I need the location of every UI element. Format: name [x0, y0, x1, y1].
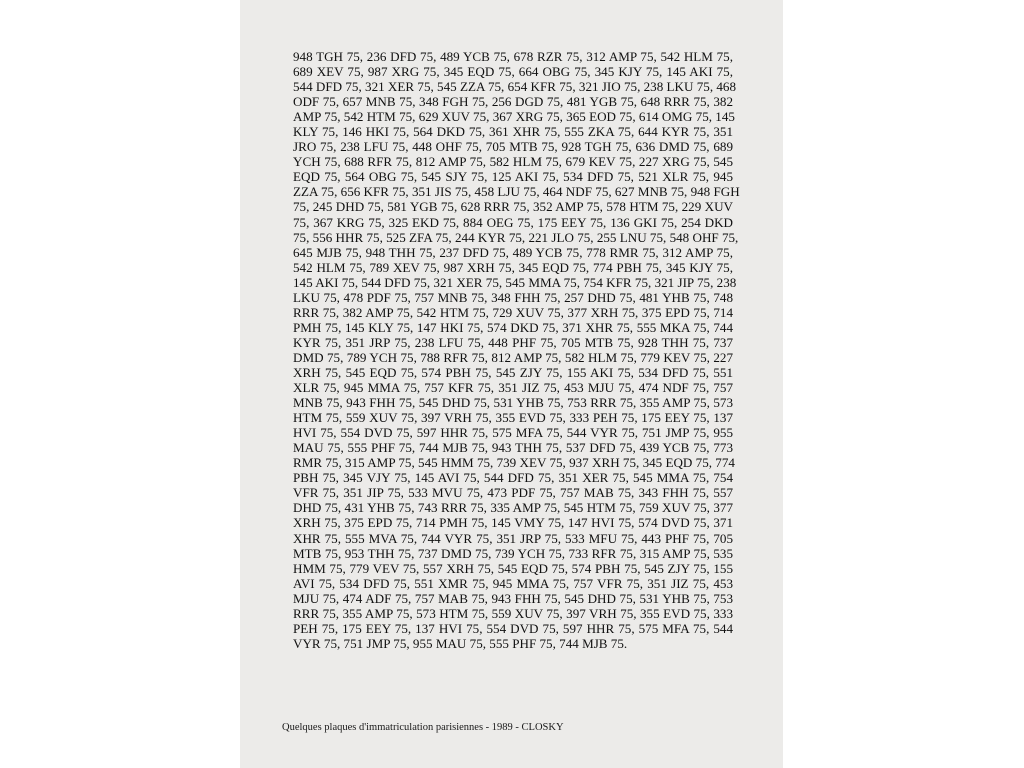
text-line: HMM 75, 779 VEV 75, 557 XRH 75, 545 EQD 75, 574 PBH 75, 545 ZJY 75, 155 [293, 560, 733, 576]
text-line: AMP 75, 542 HTM 75, 629 XUV 75, 367 XRG 75, 365 EOD 75, 614 OMG 75, 145 [293, 109, 735, 125]
text-line: DHD 75, 431 YHB 75, 743 RRR 75, 335 AMP 75, 545 HTM 75, 759 XUV 75, 377 [293, 500, 733, 516]
text-line: ODF 75, 657 MNB 75, 348 FGH 75, 256 DGD 75, 481 YGB 75, 648 RRR 75, 382 [293, 94, 733, 110]
caption: Quelques plaques d'immatriculation parisiennes - 1989 - CLOSKY [282, 722, 564, 733]
text-line: 689 XEV 75, 987 XRG 75, 345 EQD 75, 664 OBG 75, 345 KJY 75, 145 AKI 75, [293, 64, 733, 80]
text-line: 75, 367 KRG 75, 325 EKD 75, 884 OEG 75, 175 EEY 75, 136 GKI 75, 254 DKD [293, 214, 733, 230]
text-line: XRH 75, 375 EPD 75, 714 PMH 75, 145 VMY 75, 147 HVI 75, 574 DVD 75, 371 [293, 515, 733, 531]
text-line: 948 TGH 75, 236 DFD 75, 489 YCB 75, 678 RZR 75, 312 AMP 75, 542 HLM 75, [293, 49, 733, 64]
text-line: MJU 75, 474 ADF 75, 757 MAB 75, 943 FHH 75, 545 DHD 75, 531 YHB 75, 753 [293, 590, 733, 606]
text-line: ZZA 75, 656 KFR 75, 351 JIS 75, 458 LJU 75, 464 NDF 75, 627 MNB 75, 948 FGH [293, 184, 740, 200]
text-line: EQD 75, 564 OBG 75, 545 SJY 75, 125 AKI 75, 534 DFD 75, 521 XLR 75, 945 [293, 169, 733, 185]
text-line: 145 AKI 75, 544 DFD 75, 321 XER 75, 545 MMA 75, 754 KFR 75, 321 JIP 75, 238 [293, 274, 737, 290]
text-line: MTB 75, 953 THH 75, 737 DMD 75, 739 YCH 75, 733 RFR 75, 315 AMP 75, 535 [293, 545, 733, 561]
text-line: PMH 75, 145 KLY 75, 147 HKI 75, 574 DKD 75, 371 XHR 75, 555 MKA 75, 744 [293, 319, 733, 335]
text-line: YCH 75, 688 RFR 75, 812 AMP 75, 582 HLM 75, 679 KEV 75, 227 XRG 75, 545 [293, 154, 733, 170]
text-line: 75, 245 DHD 75, 581 YGB 75, 628 RRR 75, 352 AMP 75, 578 HTM 75, 229 XUV [293, 199, 733, 215]
text-line: RRR 75, 355 AMP 75, 573 HTM 75, 559 XUV 75, 397 VRH 75, 355 EVD 75, 333 [293, 605, 733, 621]
text-line: XLR 75, 945 MMA 75, 757 KFR 75, 351 JIZ 75, 453 MJU 75, 474 NDF 75, 757 [293, 380, 733, 396]
text-line: 645 MJB 75, 948 THH 75, 237 DFD 75, 489 YCB 75, 778 RMR 75, 312 AMP 75, [293, 244, 733, 260]
text-line: AVI 75, 534 DFD 75, 551 XMR 75, 945 MMA 75, 757 VFR 75, 351 JIZ 75, 453 [293, 575, 733, 591]
license-plate-list [293, 49, 740, 651]
text-line: 542 HLM 75, 789 XEV 75, 987 XRH 75, 345 EQD 75, 774 PBH 75, 345 KJY 75, [293, 259, 733, 275]
text-line: HVI 75, 554 DVD 75, 597 HHR 75, 575 MFA 75, 544 VYR 75, 751 JMP 75, 955 [293, 425, 733, 441]
text-line: 544 DFD 75, 321 XER 75, 545 ZZA 75, 654 KFR 75, 321 JIO 75, 238 LKU 75, 468 [293, 79, 737, 95]
text-line: PEH 75, 175 EEY 75, 137 HVI 75, 554 DVD 75, 597 HHR 75, 575 MFA 75, 544 [293, 620, 733, 636]
text-line: KLY 75, 146 HKI 75, 564 DKD 75, 361 XHR 75, 555 ZKA 75, 644 KYR 75, 351 [293, 124, 733, 140]
text-line: VFR 75, 351 JIP 75, 533 MVU 75, 473 PDF 75, 757 MAB 75, 343 FHH 75, 557 [293, 485, 733, 501]
text-line: HTM 75, 559 XUV 75, 397 VRH 75, 355 EVD 75, 333 PEH 75, 175 EEY 75, 137 [293, 410, 733, 426]
text-line: RMR 75, 315 AMP 75, 545 HMM 75, 739 XEV 75, 937 XRH 75, 345 EQD 75, 774 [293, 455, 735, 471]
text-line: JRO 75, 238 LFU 75, 448 OHF 75, 705 MTB 75, 928 TGH 75, 636 DMD 75, 689 [293, 139, 733, 155]
text-line: MNB 75, 943 FHH 75, 545 DHD 75, 531 YHB 75, 753 RRR 75, 355 AMP 75, 573 [293, 395, 733, 411]
text-line: MAU 75, 555 PHF 75, 744 MJB 75, 943 THH 75, 537 DFD 75, 439 YCB 75, 773 [293, 440, 733, 456]
text-line: KYR 75, 351 JRP 75, 238 LFU 75, 448 PHF 75, 705 MTB 75, 928 THH 75, 737 [293, 334, 733, 350]
text-line: DMD 75, 789 YCH 75, 788 RFR 75, 812 AMP 75, 582 HLM 75, 779 KEV 75, 227 [293, 349, 733, 365]
text-line: 75, 556 HHR 75, 525 ZFA 75, 244 KYR 75, 221 JLO 75, 255 LNU 75, 548 OHF 75, [293, 229, 739, 245]
text-line: PBH 75, 345 VJY 75, 145 AVI 75, 544 DFD 75, 351 XER 75, 545 MMA 75, 754 [293, 470, 733, 486]
text-line: VYR 75, 751 JMP 75, 955 MAU 75, 555 PHF 75, 744 MJB 75. [293, 635, 628, 651]
document-page [240, 0, 783, 768]
text-line: XHR 75, 555 MVA 75, 744 VYR 75, 351 JRP 75, 533 MFU 75, 443 PHF 75, 705 [293, 530, 733, 546]
text-line: XRH 75, 545 EQD 75, 574 PBH 75, 545 ZJY 75, 155 AKI 75, 534 DFD 75, 551 [293, 364, 733, 380]
text-line: LKU 75, 478 PDF 75, 757 MNB 75, 348 FHH 75, 257 DHD 75, 481 YHB 75, 748 [293, 289, 733, 305]
text-line: RRR 75, 382 AMP 75, 542 HTM 75, 729 XUV 75, 377 XRH 75, 375 EPD 75, 714 [293, 304, 733, 320]
